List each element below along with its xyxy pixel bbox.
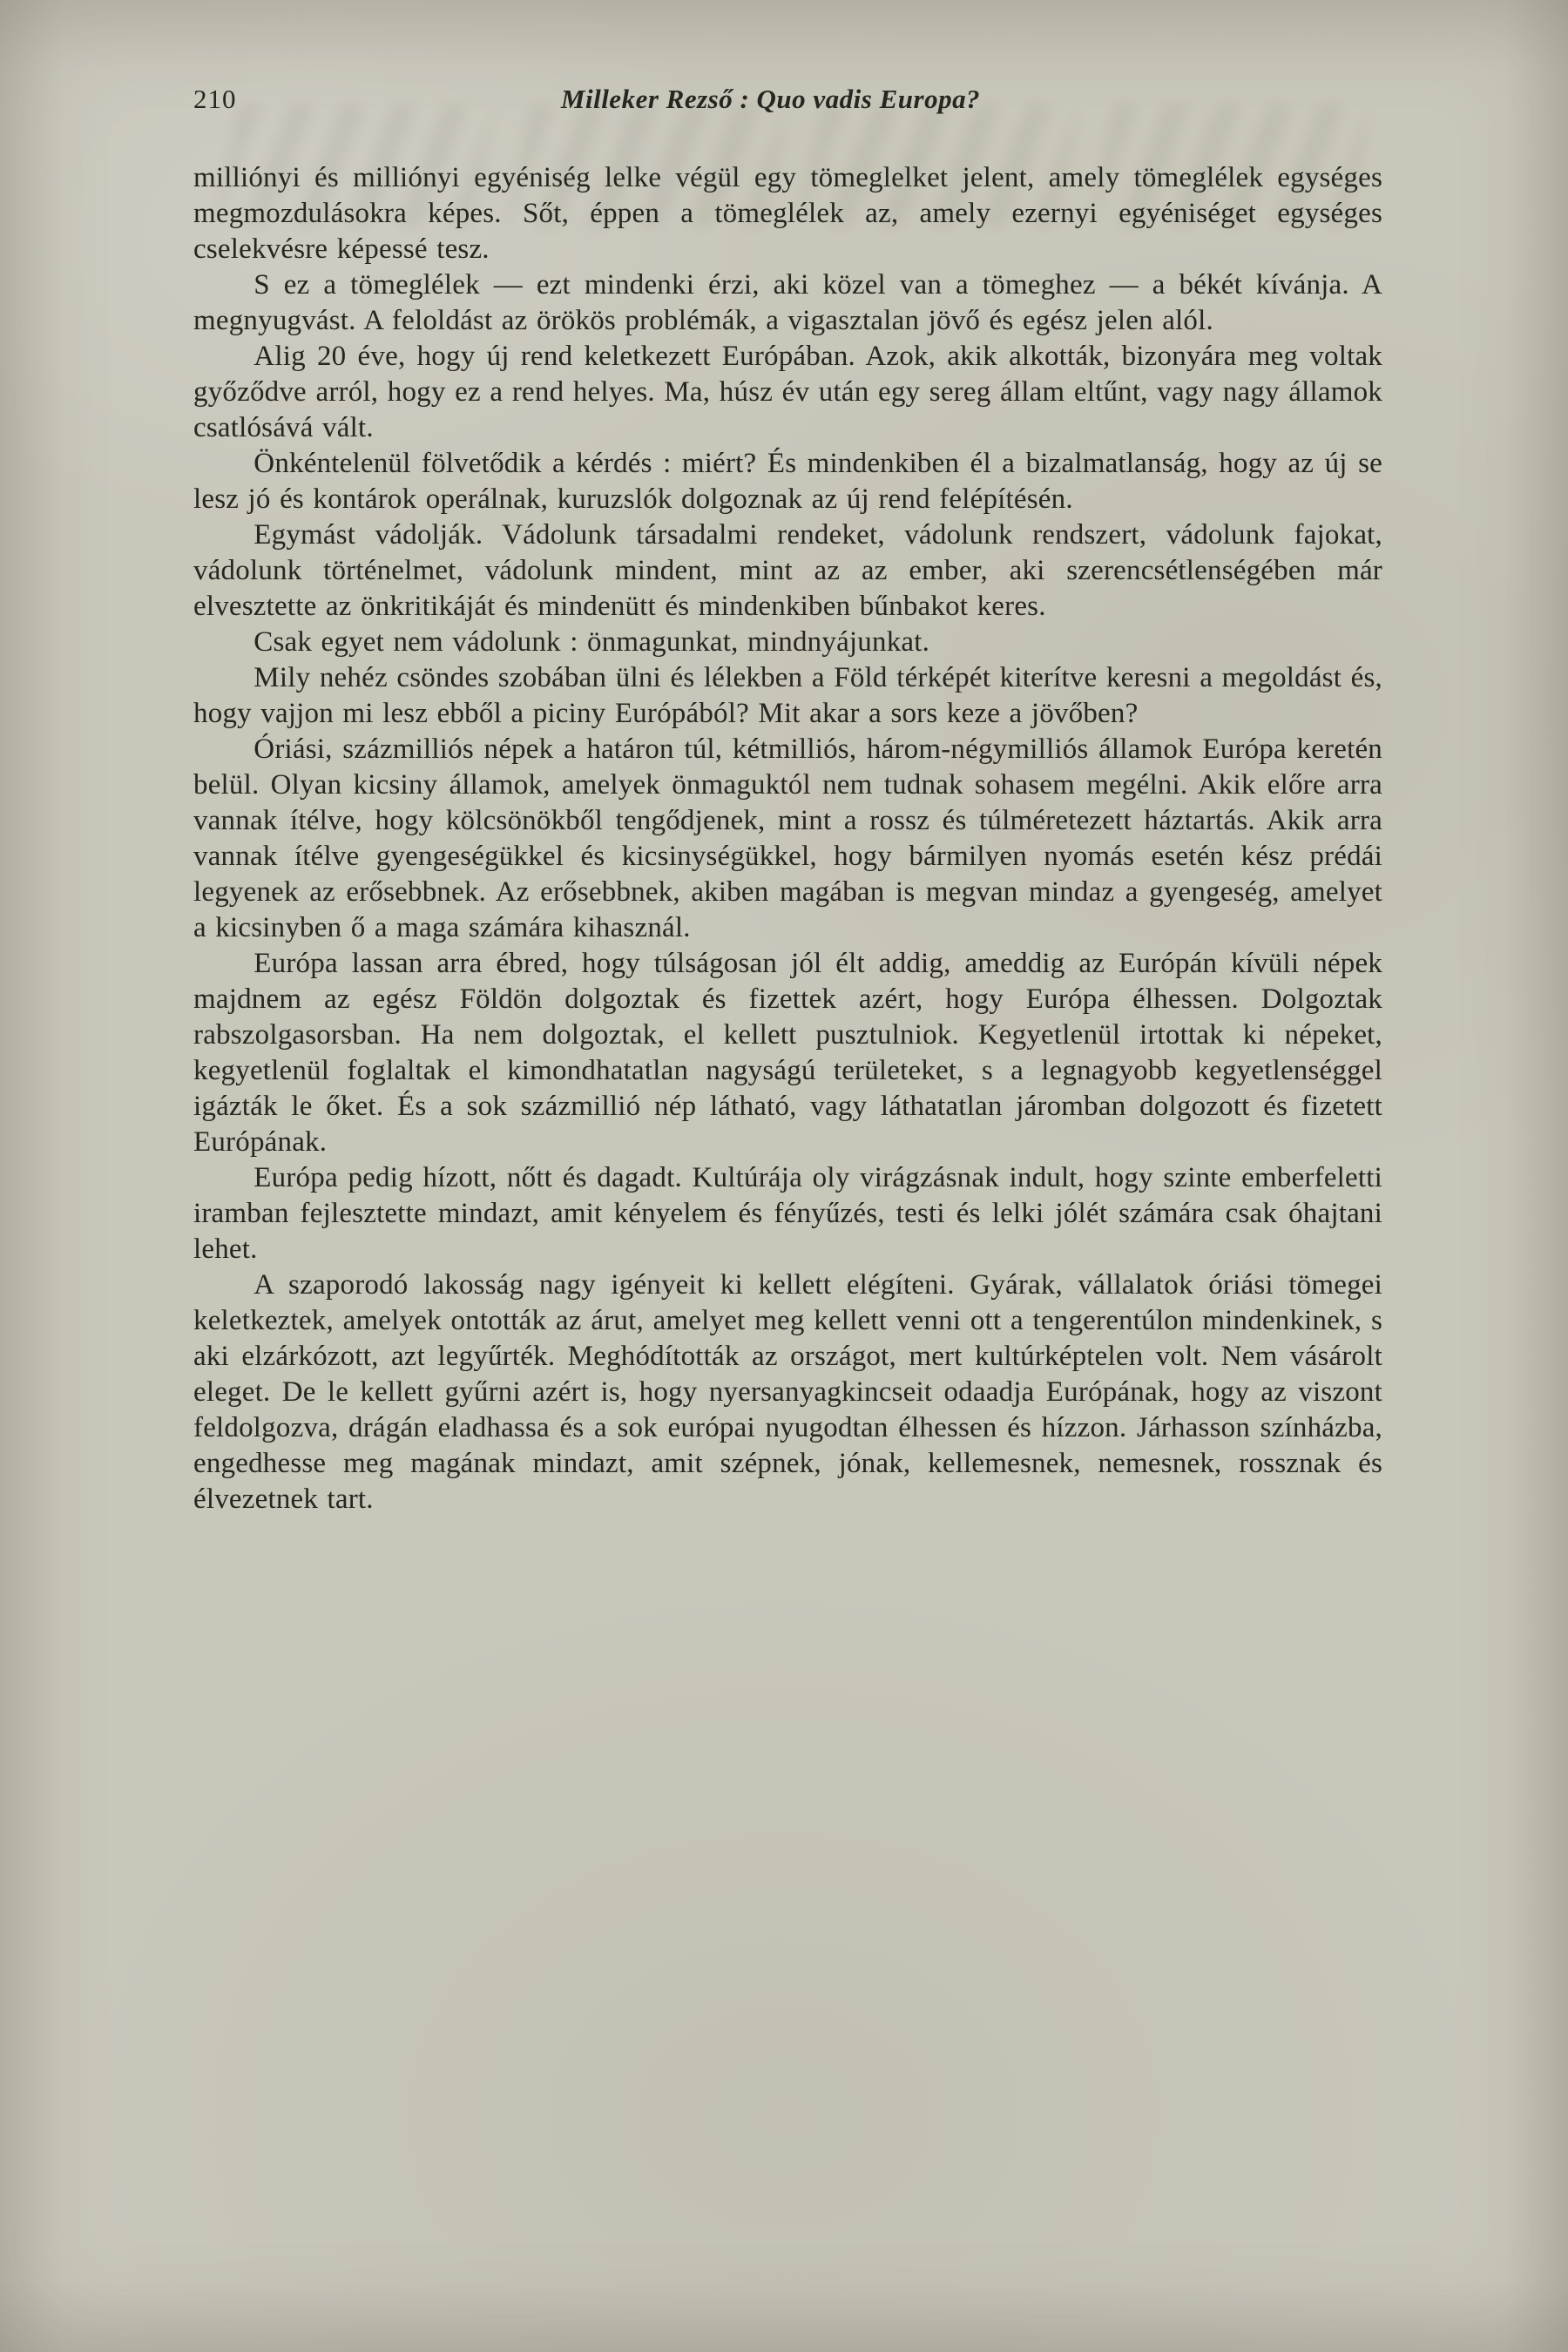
- paragraph: Európa pedig hízott, nőtt és dagadt. Kultúrája oly virágzásnak indult, hogy szinte emberfeletti iramban fejlesztette mindazt, amit kényelem és fényűzés, testi és lelki jólét számára csak óhajtani lehet.: [193, 1162, 1382, 1265]
- paragraph: Európa lassan arra ébred, hogy túlságosan jól élt addig, ameddig az Európán kívüli népek majdnem az egész Földön dolgoztak és fizettek azért, hogy Európa élhessen. Dolgoztak rabszolgasorsban. Ha nem dolgoztak, el kellett pusztulniok. Kegyetlenül irtottak ki népeket, kegyetlenül foglaltak el kimondhatatlan nagyságú területeket, s a legnagyobb kegyetlenséggel igázták le őket. És a sok százmillió nép látható, vagy láthatatlan járomban dolgozott és fizetett Európának.: [193, 948, 1382, 1158]
- running-title: Milleker Rezső : Quo vadis Europa?: [560, 84, 981, 114]
- running-header: [193, 84, 1382, 122]
- paragraph: milliónyi és milliónyi egyéniség lelke végül egy tömeglelket jelent, amely tömeglélek egységes megmozdulásokra képes. Sőt, éppen a tömeglélek az, amely ezernyi egyéniséget egységes cselekvésre képessé tesz.: [193, 162, 1382, 265]
- page-number: 210: [193, 84, 237, 114]
- paragraph: Egymást vádolják. Vádolunk társadalmi rendeket, vádolunk rendszert, vádolunk fajokat, vádolunk történelmet, vádolunk mindent, mint az az ember, aki szerencsétlenségében már elvesztette az önkritikáját és mindenütt és mindenkiben bűnbakot keres.: [193, 519, 1382, 622]
- body-text: [193, 160, 1382, 1517]
- paragraph: A szaporodó lakosság nagy igényeit ki kellett elégíteni. Gyárak, vállalatok óriási tömegei keletkeztek, amelyek ontották az árut, amelyet meg kellett venni ott a tengerentúlon mindenkinek, s aki elzárkózott, azt legyűrték. Meghódították az országot, mert kultúrképtelen volt. Nem vásárolt eleget. De le kellett gyűrni azért is, hogy nyersanyagkincseit odaadja Európának, hogy az viszont feldolgozva, drágán eladhassa és a sok európai nyugodtan élhessen és hízzon. Járhasson színházba, engedhesse meg magának mindazt, amit szépnek, jónak, kellemesnek, nemesnek, rossznak és élvezetnek tart.: [193, 1269, 1382, 1515]
- paragraph: Óriási, százmilliós népek a határon túl, kétmilliós, három-négymilliós államok Európa keretén belül. Olyan kicsiny államok, amelyek önmaguktól nem tudnak sohasem megélni. Akik előre arra vannak ítélve, hogy kölcsönökből tengődjenek, mint a rossz és túlméretezett háztartás. Akik arra vannak ítélve gyengeségükkel és kicsinységükkel, hogy bármilyen nyomás esetén kész prédái legyenek az erősebbnek. Az erősebbnek, akiben magában is megvan mindaz a gyengeség, amelyet a kicsinyben ő a maga számára kihasznál.: [193, 733, 1382, 943]
- paragraph: Csak egyet nem vádolunk : önmagunkat, mindnyájunkat.: [253, 626, 930, 658]
- paragraph: Alig 20 éve, hogy új rend keletkezett Európában. Azok, akik alkották, bizonyára meg voltak győződve arról, hogy ez a rend helyes. Ma, húsz év után egy sereg állam eltűnt, vagy nagy államok csatlósává vált.: [193, 341, 1382, 443]
- paragraph: Önkéntelenül fölvetődik a kérdés : miért? És mindenkiben él a bizalmatlanság, hogy az új se lesz jó és kontárok operálnak, kuruzslók dolgoznak az új rend felépítésén.: [193, 448, 1382, 515]
- paragraph: S ez a tömeglélek — ezt mindenki érzi, aki közel van a tömeghez — a békét kívánja. A megnyugvást. A feloldást az örökös problémák, a vigasztalan jövő és egész jelen alól.: [193, 269, 1382, 336]
- paragraph: Mily nehéz csöndes szobában ülni és lélekben a Föld térképét kiterítve keresni a megoldást és, hogy vajjon mi lesz ebből a piciny Európából? Mit akar a sors keze a jövőben?: [193, 662, 1382, 729]
